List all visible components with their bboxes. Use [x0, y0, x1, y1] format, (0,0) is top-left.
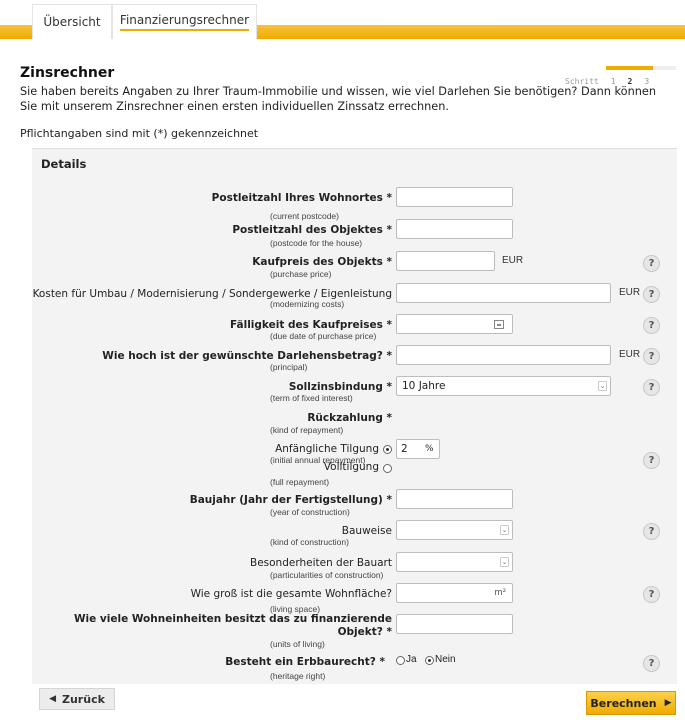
- units-of-living-label-line1: Wie viele Wohneinheiten besitzt das zu finanzierende: [73, 613, 392, 625]
- arrow-right-icon: ▶: [664, 698, 672, 708]
- calculate-button-label: Berechnen: [590, 696, 657, 710]
- postcode-home-hint: (current postcode): [270, 211, 339, 221]
- repayment-label: Rückzahlung *: [307, 412, 392, 424]
- heritage-right-yes-label: Ja: [406, 654, 417, 665]
- purchase-price-input[interactable]: [396, 251, 495, 271]
- modernizing-label: Kosten für Umbau / Modernisierung / Sondergewerke / Eigenleistung: [32, 288, 392, 300]
- details-panel: [32, 148, 677, 684]
- heritage-right-yes-radio[interactable]: [396, 656, 405, 665]
- chevron-down-icon: ⌄: [501, 558, 508, 566]
- help-icon[interactable]: ?: [643, 452, 660, 469]
- step-progress-bar: [606, 66, 676, 70]
- help-icon[interactable]: ?: [643, 379, 660, 396]
- chevron-down-icon: ⌄: [501, 526, 508, 534]
- postcode-object-hint: (postcode for the house): [270, 238, 363, 248]
- tab-label: Finanzierungsrechner: [120, 13, 249, 31]
- chevron-down-icon: ⌄: [599, 382, 606, 390]
- postcode-home-input[interactable]: [396, 187, 513, 207]
- construction-particularities-select[interactable]: [396, 552, 513, 572]
- living-space-hint: (living space): [270, 604, 321, 614]
- principal-hint: (principal): [270, 362, 308, 372]
- due-date-input[interactable]: [396, 314, 513, 334]
- heritage-right-label: Besteht ein Erbbaurecht? *: [225, 656, 385, 668]
- panel-title: Details: [41, 157, 87, 171]
- modernizing-input[interactable]: [396, 283, 611, 303]
- initial-repayment-input[interactable]: [396, 439, 440, 459]
- construction-particularities-label: Besonderheiten der Bauart: [249, 557, 392, 569]
- construction-year-label: Baujahr (Jahr der Fertigstellung) *: [189, 494, 392, 506]
- purchase-price-label: Kaufpreis des Objekts *: [252, 256, 392, 268]
- purchase-price-hint: (purchase price): [270, 269, 332, 279]
- full-repayment-label: Volltilgung: [323, 461, 379, 473]
- back-button[interactable]: [39, 688, 115, 710]
- help-icon[interactable]: ?: [643, 523, 660, 540]
- units-of-living-input[interactable]: [396, 614, 513, 634]
- construction-kind-label: Bauweise: [341, 525, 392, 537]
- modernizing-hint: (modernizing costs): [270, 299, 345, 309]
- heritage-right-no-label: Nein: [435, 654, 456, 665]
- construction-kind-select[interactable]: [396, 520, 513, 540]
- calculate-button[interactable]: [586, 691, 676, 715]
- principal-label: Wie hoch ist der gewünschte Darlehensbetrag? *: [102, 350, 392, 362]
- full-repayment-hint: (full repayment): [270, 477, 330, 487]
- help-icon[interactable]: ?: [643, 255, 660, 272]
- principal-unit: EUR: [619, 349, 641, 360]
- back-button-label: Zurück: [62, 692, 105, 706]
- modernizing-unit: EUR: [619, 287, 641, 298]
- required-note: Pflichtangaben sind mit (*) gekennzeichnet: [20, 127, 259, 140]
- intro-text: Sie haben bereits Angaben zu Ihrer Traum-Immobilie und wissen, wie viel Darlehen Sie benötigen? Dann können Sie mit unserem Zinsrechner einen ersten individuellen Zinssatz errechnen.: [20, 85, 657, 113]
- initial-repayment-radio[interactable]: [383, 445, 392, 454]
- principal-input[interactable]: [396, 345, 611, 365]
- living-space-unit: m²: [494, 588, 506, 598]
- construction-year-input[interactable]: [396, 489, 513, 509]
- units-of-living-label-line2: Objekt? *: [337, 626, 392, 638]
- tab-finanzierungsrechner[interactable]: [112, 4, 257, 39]
- units-of-living-hint: (units of living): [270, 639, 325, 649]
- page-title: Zinsrechner: [20, 65, 115, 81]
- tab-uebersicht[interactable]: [32, 4, 112, 39]
- fixed-interest-hint: (term of fixed interest): [270, 393, 353, 403]
- fixed-interest-label: Sollzinsbindung *: [288, 381, 392, 393]
- full-repayment-radio[interactable]: [383, 464, 392, 473]
- repayment-hint: (kind of repayment): [270, 425, 344, 435]
- due-date-label: Fälligkeit des Kaufpreises *: [229, 319, 392, 331]
- help-icon[interactable]: ?: [643, 655, 660, 672]
- help-icon[interactable]: ?: [643, 586, 660, 603]
- initial-repayment-value: 2: [401, 443, 408, 455]
- postcode-object-label: Postleitzahl des Objektes *: [232, 224, 392, 236]
- initial-repayment-label: Anfängliche Tilgung: [275, 443, 379, 455]
- help-icon[interactable]: ?: [643, 286, 660, 303]
- percent-unit: %: [425, 444, 434, 454]
- help-icon[interactable]: ?: [643, 317, 660, 334]
- fixed-interest-value: 10 Jahre: [402, 380, 446, 392]
- construction-particularities-hint: (particularities of construction): [270, 570, 384, 580]
- step-2: 2: [627, 77, 633, 86]
- living-space-label: Wie groß ist die gesamte Wohnfläche?: [190, 588, 392, 600]
- step-word: Schritt: [565, 77, 599, 86]
- help-icon[interactable]: ?: [643, 348, 660, 365]
- postcode-object-input[interactable]: [396, 219, 513, 239]
- heritage-right-no-radio[interactable]: [425, 656, 434, 665]
- living-space-input[interactable]: [396, 583, 513, 603]
- due-date-hint: (due date of purchase price): [270, 331, 377, 341]
- tab-label: Übersicht: [43, 15, 101, 29]
- top-nav: [0, 0, 685, 40]
- purchase-price-unit: EUR: [502, 255, 524, 266]
- construction-year-hint: (year of construction): [270, 507, 350, 517]
- postcode-home-label: Postleitzahl Ihres Wohnortes *: [211, 192, 392, 204]
- initial-repayment-hint: (initial annual repayment): [270, 455, 366, 465]
- calendar-icon[interactable]: [494, 320, 504, 329]
- step-3: 3: [644, 77, 650, 86]
- arrow-left-icon: ◀: [49, 694, 56, 704]
- fixed-interest-select[interactable]: [396, 376, 611, 396]
- construction-kind-hint: (kind of construction): [270, 537, 349, 547]
- step-1: 1: [610, 77, 616, 86]
- heritage-right-hint: (heritage right): [270, 671, 326, 681]
- step-progress-fill: [606, 66, 653, 70]
